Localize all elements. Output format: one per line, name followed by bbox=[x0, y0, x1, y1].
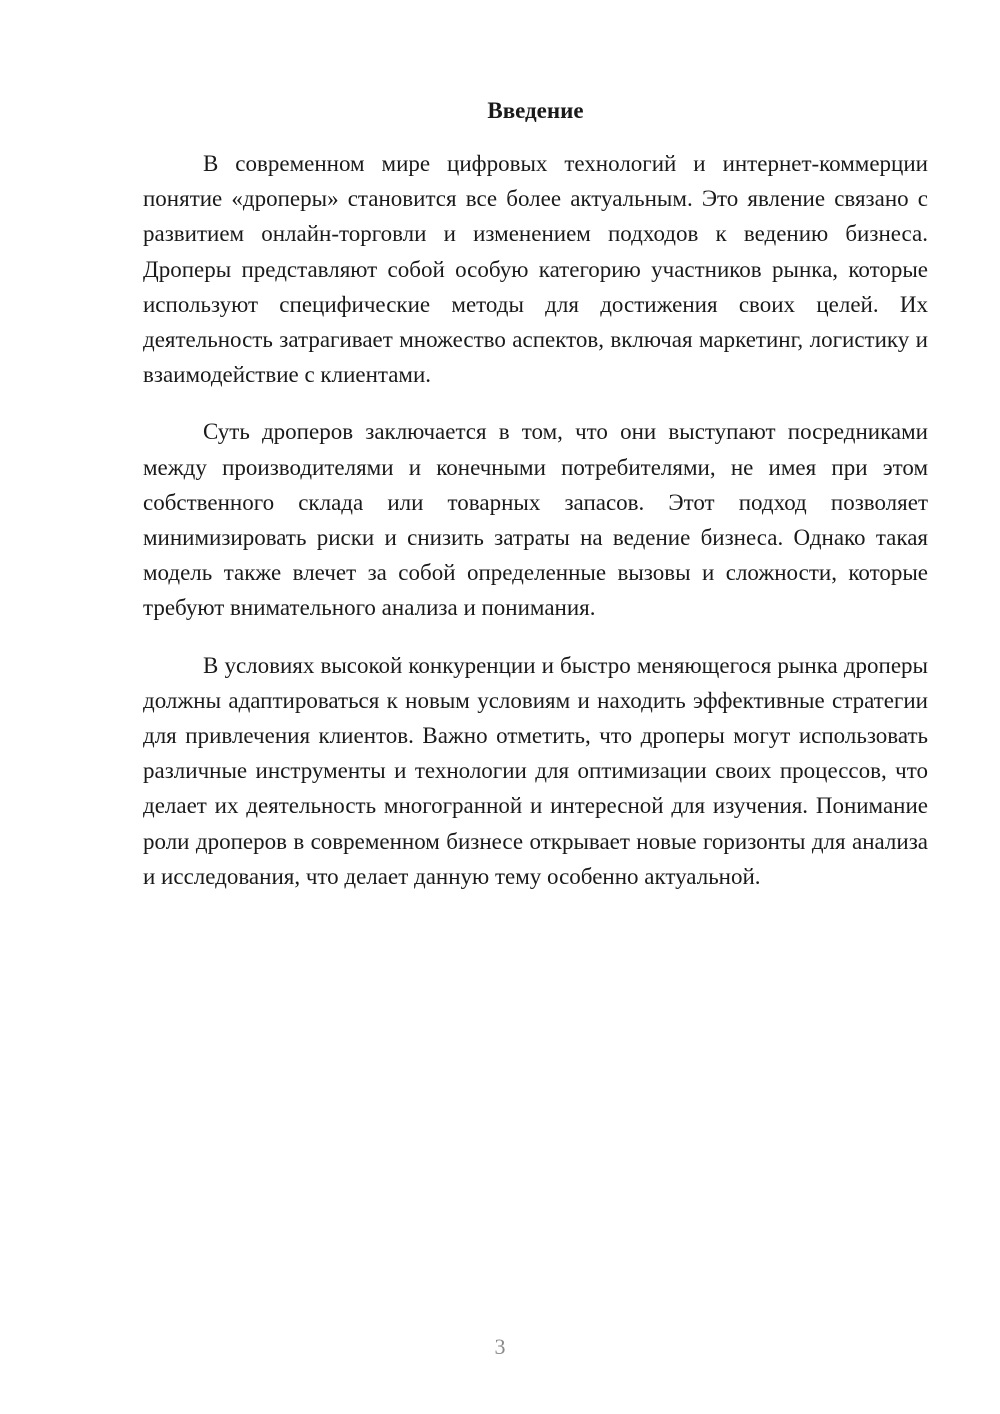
page-content bbox=[143, 93, 928, 916]
page-number: 3 bbox=[494, 1334, 506, 1359]
paragraph-1: В современном мире цифровых технологий и интернет-коммерции понятие «дроперы» становится все более актуальным. Это явление связано с развитием онлайн-торговли и изменением подходов к ведению бизнеса. Дроперы представляют собой особую категорию участников рынка, которые используют специфические методы для достижения своих целей. Их деятельность затрагивает множество аспектов, включая маркетинг, логистику и взаимодействие с клиентами. bbox=[143, 151, 928, 388]
section-title: Введение bbox=[487, 98, 584, 123]
paragraph-3: В условиях высокой конкуренции и быстро меняющегося рынка дроперы должны адаптироваться к новым условиям и находить эффективные стратегии для привлечения клиентов. Важно отметить, что дроперы могут использовать различные инструменты и технологии для оптимизации своих процессов, что делает их деятельность многогранной и интересной для изучения. Понимание роли дроперов в современном бизнесе открывает новые горизонты для анализа и исследования, что делает данную тему особенно актуальной. bbox=[143, 652, 928, 889]
paragraph-2: Суть дроперов заключается в том, что они выступают посредниками между производителями и конечными потребителями, не имея при этом собственного склада или товарных запасов. Этот подход позволяет минимизировать риски и снизить затраты на ведение бизнеса. Однако такая модель также влечет за собой определенные вызовы и сложности, которые требуют внимательного анализа и понимания. bbox=[143, 419, 928, 621]
